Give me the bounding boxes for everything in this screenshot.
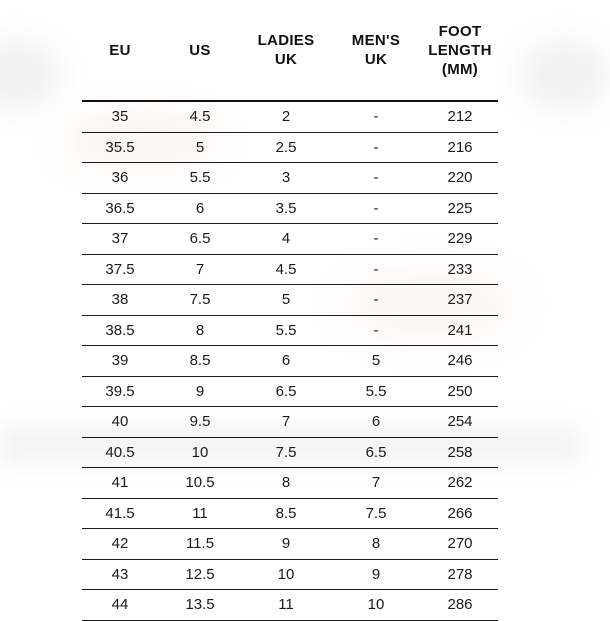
cell-mens-uk: 7.5 (365, 504, 387, 522)
cell-eu: 36.5 (105, 199, 135, 217)
cell-eu: 38 (111, 291, 129, 308)
table-row (82, 224, 498, 255)
cell-eu: 43 (111, 565, 129, 583)
table-row (82, 194, 498, 225)
cell-eu: 35 (111, 108, 129, 125)
cell-us: 8.5 (189, 352, 211, 369)
cell-eu: 40 (111, 413, 129, 430)
cell-eu: 35.5 (105, 138, 135, 156)
cell-foot-length: 229 (447, 230, 473, 247)
cell-us: 5 (195, 138, 205, 156)
cell-ladies-uk: 11 (278, 596, 294, 613)
cell-ladies-uk: 10 (277, 565, 295, 583)
cell-us: 9.5 (189, 413, 211, 430)
cell-eu: 38.5 (105, 321, 135, 339)
cell-us: 7.5 (189, 291, 211, 308)
cell-mens-uk: 6 (371, 413, 381, 430)
cell-foot-length: 220 (447, 169, 473, 186)
table-row (82, 590, 498, 621)
cell-us: 11.5 (185, 535, 215, 552)
cell-us: 5.5 (189, 169, 211, 186)
cell-us: 8 (195, 321, 205, 339)
cell-foot-length: 237 (447, 291, 473, 308)
cell-mens-uk: - (373, 291, 379, 308)
cell-foot-length: 246 (447, 352, 473, 369)
header-foot-length: FOOT LENGTH (MM) (428, 22, 492, 78)
cell-us: 4.5 (189, 108, 211, 125)
cell-mens-uk: 9 (371, 565, 381, 583)
cell-mens-uk: 8 (371, 535, 381, 552)
cell-foot-length: 233 (447, 260, 473, 278)
cell-mens-uk: - (373, 230, 379, 247)
cell-ladies-uk: 3.5 (275, 199, 297, 217)
cell-ladies-uk: 3 (281, 169, 291, 186)
cell-ladies-uk: 6.5 (275, 382, 297, 400)
cell-ladies-uk: 6 (281, 352, 291, 369)
table-row (82, 529, 498, 560)
cell-us: 12.5 (185, 565, 215, 583)
header-eu: EU (109, 41, 131, 59)
cell-eu: 41.5 (105, 504, 135, 522)
cell-foot-length: 262 (447, 474, 473, 491)
cell-ladies-uk: 2 (281, 108, 291, 125)
table-row (82, 163, 498, 194)
header-ladies-uk: LADIES UK (257, 32, 315, 68)
cell-foot-length: 216 (447, 138, 473, 156)
cell-us: 7 (195, 260, 205, 278)
cell-ladies-uk: 7 (281, 413, 291, 430)
cell-foot-length: 258 (447, 443, 473, 461)
table-row (82, 133, 498, 164)
cell-mens-uk: 5 (371, 352, 381, 369)
cell-eu: 36 (111, 169, 129, 186)
cell-us: 6.5 (189, 230, 211, 247)
cell-mens-uk: 7 (371, 474, 381, 491)
cell-ladies-uk: 8.5 (275, 504, 297, 522)
cell-foot-length: 250 (447, 382, 473, 400)
table-row (82, 438, 498, 469)
cell-mens-uk: - (373, 321, 379, 339)
cell-mens-uk: - (373, 199, 379, 217)
table-row (82, 102, 498, 133)
cell-eu: 40.5 (105, 443, 135, 461)
cell-mens-uk: 6.5 (365, 443, 387, 461)
backdrop-blur-left (0, 40, 60, 110)
table-row (82, 316, 498, 347)
cell-ladies-uk: 4 (281, 230, 291, 247)
table-row (82, 468, 498, 499)
cell-us: 10 (191, 443, 209, 461)
cell-foot-length: 225 (447, 199, 473, 217)
table-body (82, 102, 498, 621)
cell-foot-length: 212 (447, 108, 473, 125)
cell-eu: 41 (111, 474, 129, 491)
table-row (82, 285, 498, 316)
cell-eu: 39.5 (105, 382, 135, 400)
cell-mens-uk: - (373, 260, 379, 278)
cell-mens-uk: - (373, 108, 379, 125)
cell-eu: 37.5 (105, 260, 135, 278)
cell-ladies-uk: 2.5 (275, 138, 297, 156)
cell-us: 9 (195, 382, 205, 400)
table-row (82, 499, 498, 530)
cell-ladies-uk: 9 (281, 535, 291, 552)
cell-ladies-uk: 7.5 (275, 443, 297, 461)
cell-mens-uk: - (373, 138, 379, 156)
header-us: US (189, 41, 211, 59)
cell-eu: 39 (111, 352, 129, 369)
cell-ladies-uk: 5.5 (275, 321, 297, 339)
table-row (82, 407, 498, 438)
header-mens-uk: MEN'S UK (351, 32, 401, 68)
cell-us: 11 (192, 504, 208, 522)
cell-eu: 44 (111, 596, 129, 613)
cell-foot-length: 241 (447, 321, 473, 339)
cell-eu: 37 (111, 230, 129, 247)
cell-foot-length: 286 (447, 596, 473, 613)
cell-foot-length: 270 (447, 535, 473, 552)
table-row (82, 377, 498, 408)
cell-ladies-uk: 4.5 (275, 260, 297, 278)
table-row (82, 255, 498, 286)
cell-mens-uk: 10 (367, 596, 385, 613)
backdrop-blur-right (520, 40, 610, 110)
cell-foot-length: 254 (447, 413, 473, 430)
table-row (82, 346, 498, 377)
cell-us: 13.5 (185, 596, 215, 613)
cell-ladies-uk: 5 (281, 291, 291, 308)
shoe-size-table (82, 0, 498, 621)
cell-mens-uk: 5.5 (365, 382, 387, 400)
table-row (82, 560, 498, 591)
cell-us: 6 (195, 199, 205, 217)
cell-us: 10.5 (185, 474, 215, 491)
cell-foot-length: 278 (447, 565, 473, 583)
cell-eu: 42 (111, 535, 129, 552)
cell-ladies-uk: 8 (281, 474, 291, 491)
cell-mens-uk: - (373, 169, 379, 186)
table-header (82, 0, 498, 102)
cell-foot-length: 266 (447, 504, 473, 522)
